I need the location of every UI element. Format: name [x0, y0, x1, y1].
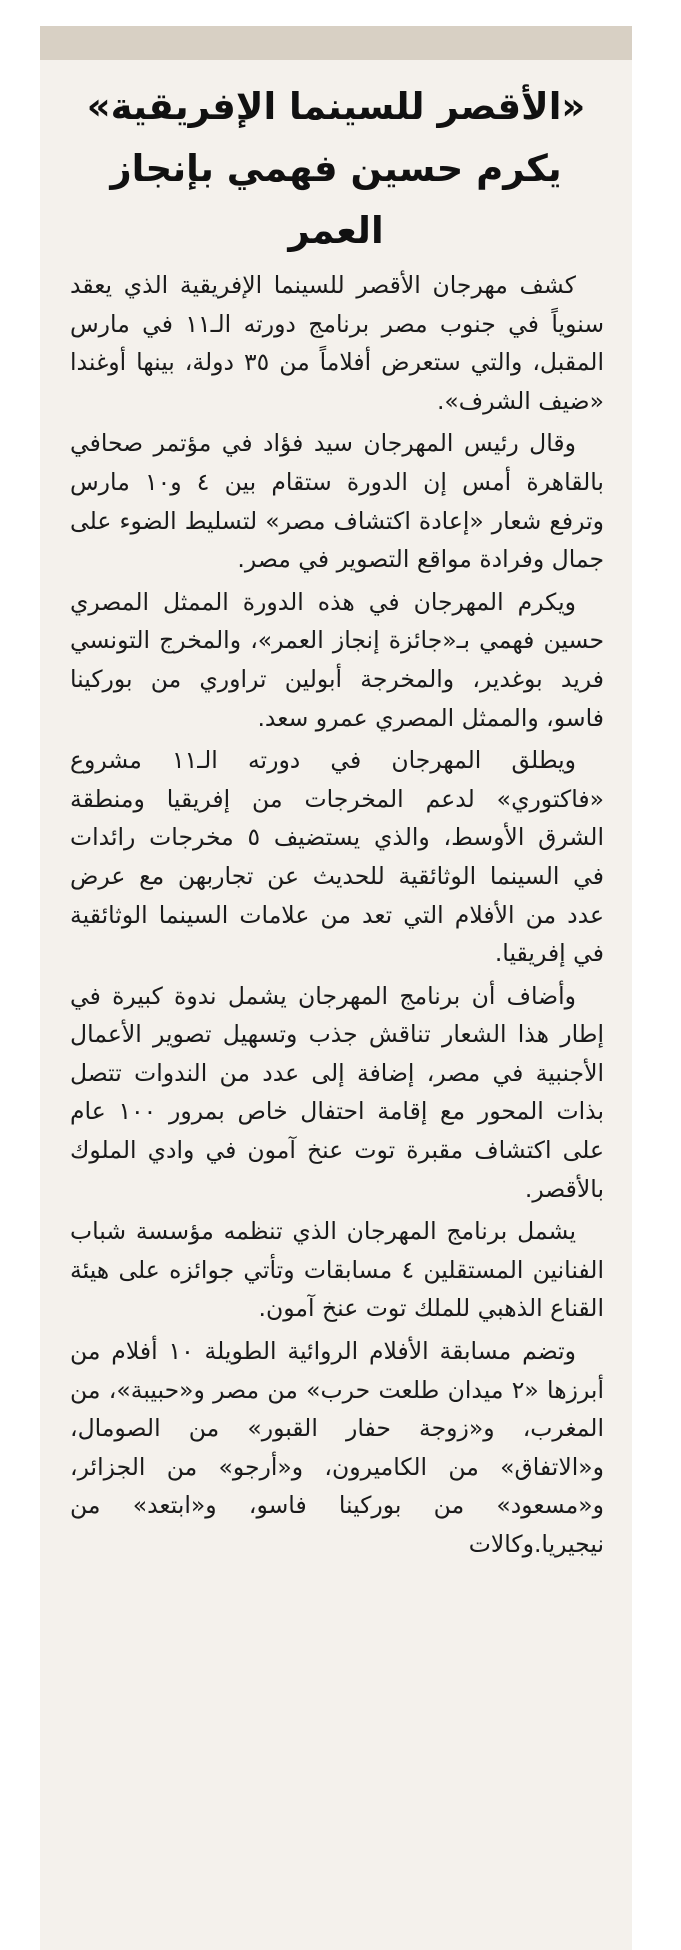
article-paragraph: كشف مهرجان الأقصر للسينما الإفريقية الذي يعقد سنوياً في جنوب مصر برنامج دورته الـ١١ في مارس المقبل، والتي ستعرض أفلاماً من ٣٥ دولة، بينها أوغندا «ضيف الشرف».: [70, 271, 605, 415]
article-paragraph: ويكرم المهرجان في هذه الدورة الممثل المصري حسين فهمي بـ«جائزة إنجاز العمر»، والمخرج التونسي فريد بوغدير، والمخرجة أبولين تراوري من بوركينا فاسو، والممثل المصري عمرو سعد.: [70, 587, 604, 732]
article-paragraph: وأضاف أن برنامج المهرجان يشمل ندوة كبيرة في إطار هذا الشعار تناقش جذب وتسهيل تصوير الأعمال الأجنبية في مصر، إضافة إلى عدد من الندوات تتصل بذات المحور مع إقامة احتفال خاص بمرور ١٠٠ عام على اكتشاف مقبرة توت عنخ آمون في وادي الملوك بالأقصر.: [70, 981, 604, 1203]
article-paragraph: ويطلق المهرجان في دورته الـ١١ مشروع «فاكتوري» لدعم المخرجات من إفريقيا ومنطقة الشرق الأوسط، والذي يستضيف ٥ مخرجات رائدات في السينما الوثائقية للحديث عن تجاربهن مع عرض عدد من الأفلام التي تعد من علامات السينما الوثائقية في إفريقيا.: [70, 746, 604, 968]
header-band: [40, 26, 632, 60]
article-paragraph: يشمل برنامج المهرجان الذي تنظمه مؤسسة شباب الفنانين المستقلين ٤ مسابقات وتأتي جوائزه على هيئة القناع الذهبي للملك توت عنخ آمون.: [70, 1217, 604, 1323]
article-paragraph: وقال رئيس المهرجان سيد فؤاد في مؤتمر صحافي بالقاهرة أمس إن الدورة ستقام بين ٤ و١٠ مارس وترفع شعار «إعادة اكتشاف مصر» لتسليط الضوء على جمال وفرادة مواقع التصوير في مصر.: [70, 429, 604, 574]
newspaper-clipping: [40, 26, 632, 1950]
article-body: [40, 266, 632, 1564]
article-headline: «الأقصر للسينما الإفريقية» يكرم حسين فهمي بإنجاز العمر: [86, 85, 586, 252]
article-paragraph: وتضم مسابقة الأفلام الروائية الطويلة ١٠ أفلام من أبرزها «٢ ميدان طلعت حرب» من مصر و«حبيبة»، من المغرب، و«زوجة حفار القبور» من الصومال، و«الاتفاق» من الكاميرون، و«أرجو» من الجزائر، و«مسعود» من بوركينا فاسو، و«ابتعد» من نيجيريا.وكالات: [70, 1337, 604, 1558]
